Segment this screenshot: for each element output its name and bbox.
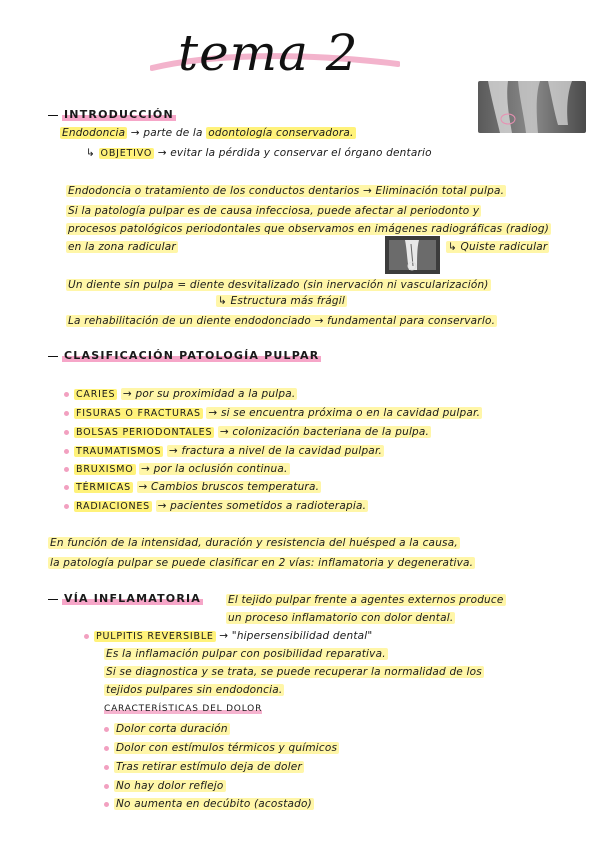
para3-line-1: En función de la intensidad, duración y resistencia del huésped a la causa, — [50, 537, 458, 549]
clasif-item: BRUXISMO → por la oclusión continua. — [64, 462, 290, 477]
caract-item: Tras retirar estímulo deja de doler — [104, 760, 304, 774]
title-block — [150, 18, 410, 93]
para1-quiste: ↳ Quiste radicular — [448, 241, 548, 253]
via-desc-line-1: El tejido pulpar frente a agentes externos produce — [228, 594, 504, 606]
bullet-dot — [64, 504, 69, 509]
para2-line-3: La rehabilitación de un diente endodonciado → fundamental para conservarlo. — [68, 315, 496, 327]
bullet-dot — [64, 392, 69, 397]
pulpitis-reversible-line: PULPITIS REVERSIBLE → "hipersensibilidad dental" — [84, 629, 372, 644]
bullet-dot — [104, 802, 109, 807]
caract-item: No aumenta en decúbito (acostado) — [104, 797, 314, 811]
clasif-item: FISURAS O FRACTURAS → si se encuentra próxima o en la cavidad pulpar. — [64, 406, 482, 421]
bullet-dot — [104, 784, 109, 789]
bullet-dot — [64, 411, 69, 416]
para1-line-1: Endodoncia o tratamiento de los conductos dentarios → Eliminación total pulpa. — [68, 185, 505, 197]
para1-line-3: procesos patológicos periodontales que observamos en imágenes radiográficas (radiog) — [68, 223, 550, 235]
para3-line-2: la patología pulpar se puede clasificar en 2 vías: inflamatoria y degenerativa. — [50, 557, 474, 569]
via-desc-line-2: un proceso inflamatorio con dolor dental. — [228, 612, 454, 624]
bullet-dot — [104, 765, 109, 770]
pulpitis-sentence-3: tejidos pulpares sin endodoncia. — [106, 684, 283, 696]
pulpitis-sentence-2: Si se diagnostica y se trata, se puede recuperar la normalidad de los — [106, 666, 482, 678]
clasif-item: BOLSAS PERIODONTALES → colonización bacteriana de la pulpa. — [64, 425, 431, 440]
bullet-dot — [104, 746, 109, 751]
caract-item: Dolor con estímulos térmicos y químicos — [104, 741, 339, 755]
bullet-dot — [64, 467, 69, 472]
dash-mark — [48, 599, 58, 600]
clasif-item: CARIES → por su proximidad a la pulpa. — [64, 387, 297, 402]
caracteristicas-heading: CARACTERÍSTICAS DEL DOLOR — [104, 704, 263, 714]
bullet-dot — [64, 430, 69, 435]
intro-line-1: Endodoncia → parte de la odontología conservadora. — [62, 127, 354, 139]
para2-line-2: ↳ Estructura más frágil — [218, 295, 345, 307]
caract-item: No hay dolor reflejo — [104, 779, 226, 793]
clasif-item: TÉRMICAS → Cambios bruscos temperatura. — [64, 480, 321, 495]
caract-item: Dolor corta duración — [104, 722, 230, 736]
dental-xray-image — [478, 81, 586, 133]
radiograph-image — [385, 236, 440, 274]
bullet-dot — [64, 449, 69, 454]
bullet-dot — [104, 727, 109, 732]
section-heading-clasificacion: CLASIFICACIÓN PATOLOGÍA PULPAR — [48, 349, 321, 362]
pulpitis-sentence-1: Es la inflamación pulpar con posibilidad reparativa. — [106, 648, 386, 660]
para1-line-4: en la zona radicular — [68, 241, 176, 253]
bullet-dot — [84, 634, 89, 639]
clasif-item: TRAUMATISMOS → fractura a nivel de la cavidad pulpar. — [64, 444, 384, 459]
dash-mark — [48, 356, 58, 357]
para2-line-1: Un diente sin pulpa = diente desvitalizado (sin inervación ni vascularización) — [68, 279, 489, 291]
clasif-item: RADIACIONES → pacientes sometidos a radioterapia. — [64, 499, 368, 514]
dash-mark — [48, 115, 58, 116]
section-heading-via-inflamatoria: VÍA INFLAMATORIA — [48, 592, 203, 605]
para1-line-2: Si la patología pulpar es de causa infecciosa, puede afectar al periodonto y — [68, 205, 480, 217]
page-title: tema 2 — [178, 24, 359, 82]
intro-line-2: ↳ OBJETIVO → evitar la pérdida y conservar el órgano dentario — [86, 147, 432, 159]
section-heading-introduccion: INTRODUCCIÓN — [48, 108, 176, 121]
bullet-dot — [64, 485, 69, 490]
